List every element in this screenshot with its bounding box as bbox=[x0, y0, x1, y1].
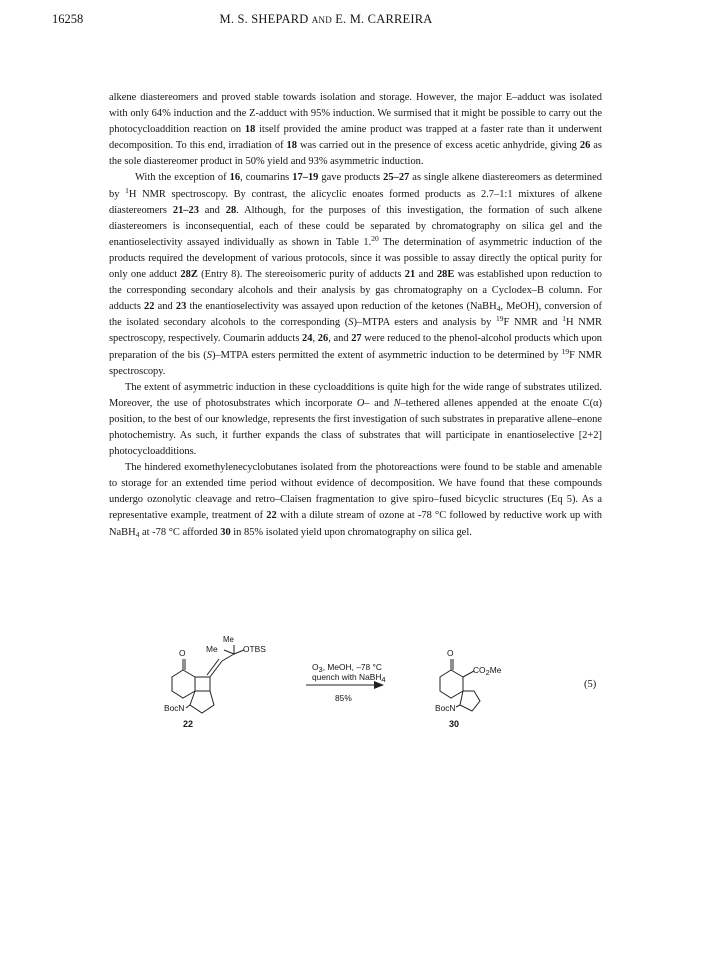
text-segment: 27 bbox=[351, 333, 362, 345]
text-segment: at -78 °C afforded bbox=[139, 526, 221, 538]
text-segment: , coumarins bbox=[240, 172, 293, 184]
text-segment: as single alkene diastereomers as determined by bbox=[109, 172, 603, 200]
text-segment: 1 bbox=[125, 185, 129, 195]
text-segment: alkene diastereomers and proved stable towards isolation and storage. However, the major E–adduct was isolated with only 64% induction and the Z-adduct with 95% induction. We surmised that it might be possible to carry out the photocycloaddition reaction on bbox=[109, 92, 602, 136]
text-segment: H NMR spectroscopy. By contrast, the alicyclic enoates formed products as 2.7–1:1 mixtures of alkene diastereomers bbox=[109, 188, 602, 216]
text-segment: O bbox=[356, 397, 365, 409]
page-header bbox=[52, 12, 600, 28]
text-segment: gave products bbox=[318, 172, 384, 184]
text-segment: –tethered allenes appended at the enoate C(α) position, to the best of our knowledge, represents the first investigation of such substrates in preparative allene–enone photochemistry. As such, it further expands the class of substrates that will participate in enantioselective [2+2] photocycloadditions. bbox=[109, 397, 602, 458]
reactant-carbonyl-o: O bbox=[179, 648, 186, 658]
product-carbonyl-o: O bbox=[447, 648, 454, 658]
text-segment: . Although, for the purposes of this investigation, the formation of such alkene diastereomers is inconsequential, each of these could be separated by chromatography on silica gel and the enantioselectivity assayed individually as shown in Table 1. bbox=[109, 204, 602, 248]
text-segment: , MeOH), conversion of the isolated secondary alcohols to the corresponding ( bbox=[109, 301, 602, 329]
text-segment: in 85% isolated yield upon chromatography on silica gel. bbox=[230, 526, 472, 538]
paragraph bbox=[109, 170, 602, 379]
text-segment: and bbox=[198, 204, 226, 216]
text-segment: 28 bbox=[225, 204, 237, 216]
text-segment: 28Z bbox=[180, 269, 198, 281]
text-segment: 17–19 bbox=[292, 172, 319, 184]
reactant-me-label: Me bbox=[206, 644, 218, 654]
text-segment: 20 bbox=[371, 233, 379, 243]
text-segment: 4 bbox=[496, 304, 501, 314]
text-segment: The hindered exomethylenecyclobutanes isolated from the photoreactions were found to be stable and amenable to storage for an extended time period without evidence of decomposition. We have found that these compounds undergo ozonolytic cleavage and retro–Claisen fragmentation to give spiro–fused bicyclic structures (Eq 5). As a representative example, treatment of bbox=[109, 462, 602, 522]
text-segment: , bbox=[312, 333, 318, 345]
text-segment: was carried out in the presence of excess acetic anhydride, giving bbox=[296, 140, 580, 152]
body-text bbox=[109, 90, 602, 541]
text-segment: The determination of asymmetric induction of the products required the development of various protocols, since it was possible to assay directly the optical purity for only one adduct bbox=[109, 236, 602, 281]
compound-label-22: 22 bbox=[183, 719, 194, 729]
text-segment: 1 bbox=[562, 314, 566, 324]
text-segment: 21 bbox=[404, 269, 416, 281]
reaction-arrow bbox=[306, 681, 384, 689]
reactant-me-top-label: Me bbox=[223, 635, 234, 644]
scheme-structures bbox=[160, 641, 620, 731]
page-number: 16258 bbox=[52, 12, 84, 26]
product-ester-label: $CO_2Me$ bbox=[473, 665, 502, 677]
text-segment: S bbox=[206, 349, 212, 361]
text-segment: the enantioselectivity was assayed upon reduction of the ketones (NaBH bbox=[186, 301, 497, 313]
text-segment: 19 bbox=[495, 314, 504, 324]
text-segment: were reduced to the phenol-alcohol products which upon preparation of the bis ( bbox=[109, 333, 603, 361]
text-segment: S bbox=[348, 317, 354, 329]
text-segment: 22 bbox=[144, 301, 155, 313]
text-segment: 28E bbox=[436, 269, 455, 281]
text-segment: 26 bbox=[317, 333, 329, 345]
text-segment: and bbox=[415, 269, 437, 281]
text-segment: was established upon reduction to the corresponding secondary alcohols and their analysis by gas chromatography on a Cyclodex–B column. For adducts bbox=[109, 269, 602, 313]
paragraph bbox=[109, 90, 602, 170]
text-segment: 18 bbox=[286, 140, 297, 152]
text-segment: 4 bbox=[135, 529, 140, 539]
text-segment: H NMR spectroscopy, respectively. Coumarin adducts bbox=[109, 317, 602, 345]
text-segment: – and bbox=[364, 397, 394, 409]
text-segment: 24 bbox=[302, 333, 313, 345]
compound-label-30: 30 bbox=[449, 719, 460, 729]
reactant-bocn-label: BocN bbox=[164, 703, 185, 713]
product-bocn-label: BocN bbox=[435, 703, 456, 713]
text-segment: The extent of asymmetric induction in these cycloadditions is quite high for the wide range of substrates utilized. Moreover, the use of photosubstrates which incorporate bbox=[109, 381, 602, 409]
text-segment: 23 bbox=[175, 301, 187, 313]
text-segment: and bbox=[154, 301, 176, 313]
text-segment: With the exception of bbox=[135, 172, 230, 184]
paragraph bbox=[109, 460, 602, 540]
text-segment: 22 bbox=[266, 510, 277, 522]
running-head: M. S. SHEPARD and E. M. CARREIRA bbox=[219, 12, 433, 26]
text-segment: F NMR and bbox=[503, 317, 563, 329]
text-segment: 19 bbox=[561, 346, 570, 356]
text-segment: 18 bbox=[244, 124, 256, 136]
text-segment: , and bbox=[328, 333, 352, 345]
text-segment: as the sole diastereomer product in 50% yield and 93% asymmetric induction. bbox=[109, 140, 602, 168]
reactant-otbs-label: OTBS bbox=[243, 644, 266, 654]
condition-yield: 85% bbox=[335, 693, 352, 703]
text-segment: 21–23 bbox=[172, 204, 199, 216]
text-segment: 30 bbox=[220, 526, 231, 538]
equation-number: (5) bbox=[584, 679, 597, 690]
paragraph bbox=[109, 380, 602, 460]
text-segment: 25–27 bbox=[383, 172, 410, 184]
text-segment: itself provided the amine product was trapped at a faster rate than it underwent decomposition. To this end, irradiation of bbox=[109, 124, 602, 152]
text-segment: )–MTPA esters permitted the extent of asymmetric induction to be determined by bbox=[211, 349, 562, 361]
reaction-scheme bbox=[160, 635, 620, 731]
text-segment: )–MTPA esters and analysis by bbox=[353, 317, 496, 329]
text-segment: (Entry 8). The stereoisomeric purity of adducts bbox=[197, 269, 405, 281]
text-segment: 26 bbox=[579, 140, 591, 152]
text-segment: 16 bbox=[229, 172, 241, 184]
text-segment: with a dilute stream of ozone at -78 °C followed by reductive work up with NaBH bbox=[109, 510, 602, 538]
text-segment: N bbox=[393, 397, 401, 409]
condition-line-2: quench with NaBH$_4$ bbox=[312, 672, 386, 684]
condition-line-1: $O_3$, MeOH, –78 °C bbox=[312, 662, 382, 674]
text-segment: F NMR spectroscopy. bbox=[109, 349, 602, 377]
